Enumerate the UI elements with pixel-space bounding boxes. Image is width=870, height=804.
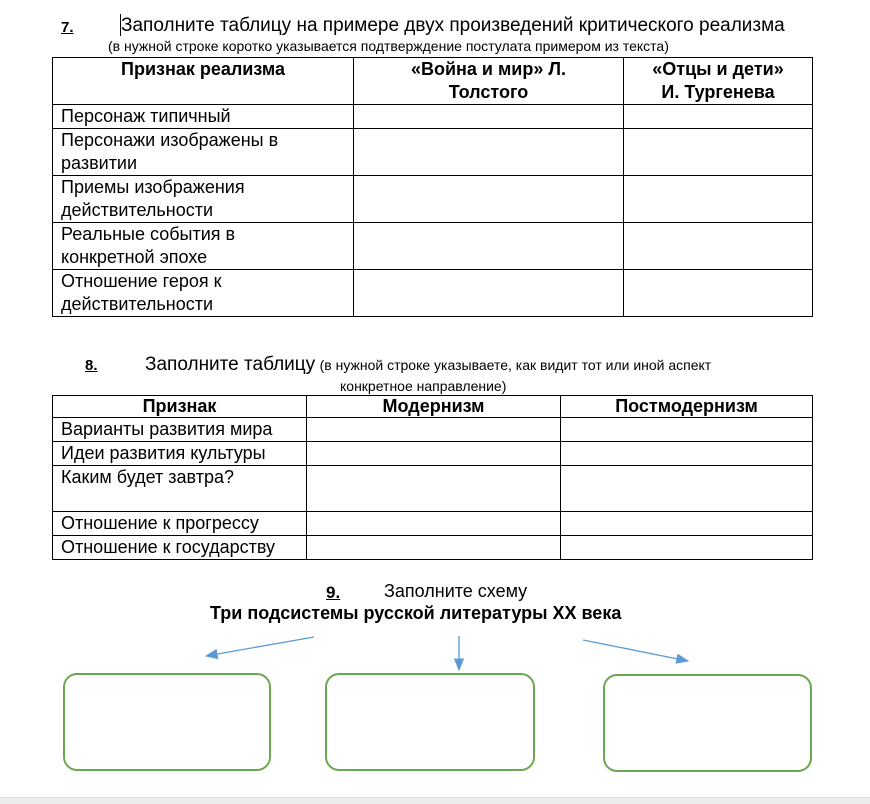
arrow-right [583, 640, 688, 661]
task7-title: Заполните таблицу на примере двух произведений критического реализма [121, 15, 785, 36]
scheme-box-left[interactable] [63, 673, 271, 771]
row-label: Приемы изображения действительности [53, 176, 354, 223]
task8-subtitle-line1: (в нужной строке указываете, как видит тот или иной аспект [319, 357, 712, 373]
row-label: Отношение к государству [53, 536, 307, 560]
arrow-left [206, 637, 314, 656]
header-cell: Признак реализма [53, 58, 354, 105]
row-label: Реальные события в конкретной эпохе [53, 223, 354, 270]
task9-number: 9. [326, 583, 341, 602]
task9-title: Заполните схему [384, 581, 528, 601]
task7-subtitle: (в нужной строке коротко указывается подтверждение постулата примером из текста) [108, 38, 669, 54]
task8-subtitle-line2: конкретное направление) [340, 378, 507, 394]
row-label: Персонажи изображены в развитии [53, 129, 354, 176]
scheme-box-middle[interactable] [325, 673, 535, 771]
header-cell: «Война и мир» Л. Толстого [354, 58, 624, 105]
header-cell: Признак [53, 396, 307, 418]
header-cell: Модернизм [307, 396, 561, 418]
header-cell: «Отцы и дети» И. Тургенева [624, 58, 813, 105]
row-label: Каким будет завтра? [53, 466, 307, 512]
task7-number: 7. [61, 19, 74, 36]
header-cell: Постмодернизм [561, 396, 813, 418]
task8-number: 8. [85, 357, 98, 374]
row-label: Отношение героя к действительности [53, 270, 354, 317]
scheme-box-right[interactable] [603, 674, 812, 772]
row-label: Отношение к прогрессу [53, 512, 307, 536]
row-label: Персонаж типичный [53, 105, 354, 129]
task8-title: Заполните таблицу [145, 354, 316, 375]
task9-heading: Три подсистемы русской литературы XX века [210, 603, 622, 623]
row-label: Идеи развития культуры [53, 442, 307, 466]
row-label: Варианты развития мира [53, 418, 307, 442]
